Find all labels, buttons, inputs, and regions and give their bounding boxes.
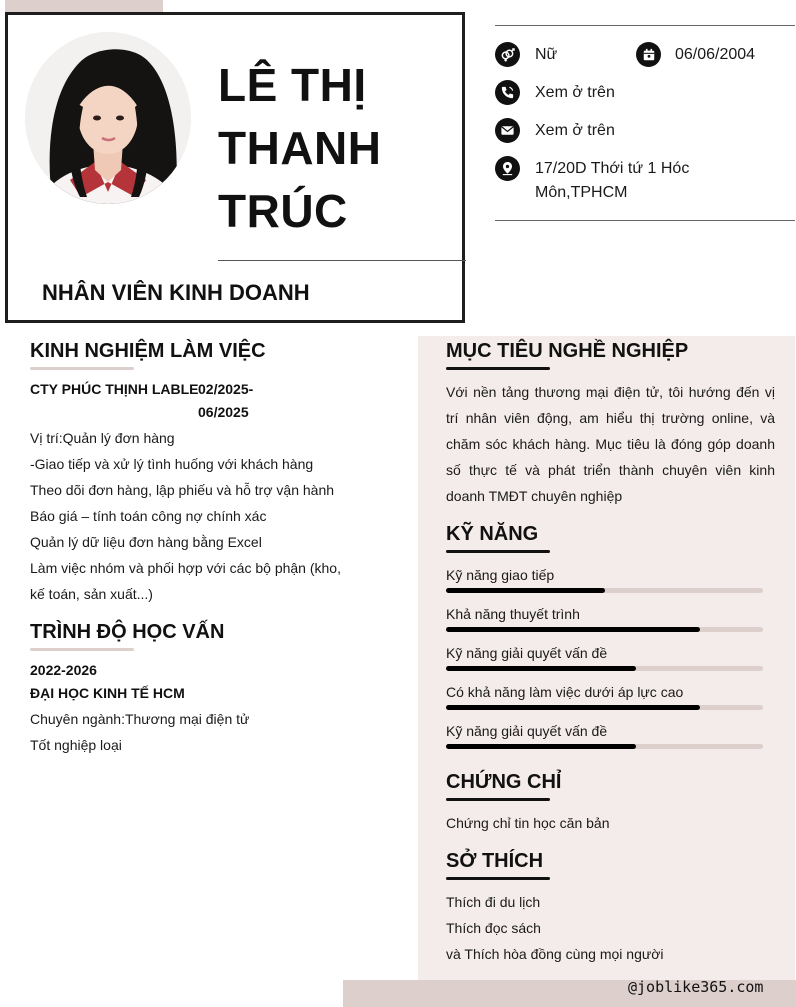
education-school: ĐẠI HỌC KINH TẾ HCM (30, 685, 185, 701)
footer-watermark: @joblike365.com (628, 978, 764, 996)
skill-bar-fill (446, 705, 700, 710)
hobby-item: và Thích hòa đồng cùng mọi người (446, 946, 664, 962)
experience-period-start: 02/2025- (198, 381, 254, 397)
skill-label: Khả năng thuyết trình (446, 606, 580, 622)
experience-heading: KINH NGHIỆM LÀM VIỆC (30, 340, 266, 362)
experience-line: Theo dõi đơn hàng, lập phiếu và hỗ trợ vận hành (30, 482, 335, 498)
skill-bar-fill (446, 666, 636, 671)
phone-icon (495, 80, 520, 105)
experience-line: Làm việc nhóm và phối hợp với các bộ phận (kho, (30, 560, 341, 576)
email-icon (495, 118, 520, 143)
experience-company: CTY PHÚC THỊNH LABLE (30, 381, 199, 397)
skill-label: Kỹ năng giải quyết vấn đề (446, 723, 608, 739)
experience-line: kế toán, sản xuất...) (30, 586, 153, 602)
skill-bar (446, 705, 763, 710)
skill-bar-fill (446, 627, 700, 632)
skill-label: Kỹ năng giao tiếp (446, 567, 555, 583)
experience-line: Vị trí:Quản lý đơn hàng (30, 430, 175, 446)
calendar-icon (636, 42, 661, 67)
education-heading: TRÌNH ĐỘ HỌC VẤN (30, 621, 225, 643)
skill-label: Có khả năng làm việc dưới áp lực cao (446, 684, 684, 700)
objective-heading-underline (446, 367, 550, 370)
experience-line: Báo giá – tính toán công nợ chính xác (30, 508, 267, 524)
experience-heading-underline (30, 367, 134, 370)
full-name (218, 54, 381, 243)
skills-heading-underline (446, 550, 550, 553)
hobby-item: Thích đọc sách (446, 920, 541, 936)
address-line-1: 17/20D Thới tứ 1 Hóc (535, 160, 690, 177)
certificates-heading: CHỨNG CHỈ (446, 771, 562, 793)
location-icon (495, 156, 520, 181)
education-years: 2022-2026 (30, 662, 97, 678)
job-title: NHÂN VIÊN KINH DOANH (42, 280, 310, 305)
hobbies-heading: SỞ THÍCH (446, 850, 544, 872)
profile-photo (25, 32, 191, 204)
skill-bar (446, 666, 763, 671)
education-grade: Tốt nghiệp loại (30, 737, 122, 753)
email-value: Xem ở trên (535, 122, 615, 139)
hobbies-heading-underline (446, 877, 550, 880)
gender-icon (495, 42, 520, 67)
birthday-value: 06/06/2004 (675, 46, 756, 63)
skill-bar (446, 744, 763, 749)
name-line-3: TRÚC (218, 185, 348, 237)
skill-bar-fill (446, 744, 636, 749)
experience-line: -Giao tiếp và xử lý tình huống với khách hàng (30, 456, 314, 472)
experience-line: Quản lý dữ liệu đơn hàng bằng Excel (30, 534, 262, 550)
name-divider (218, 260, 466, 261)
experience-period-end: 06/2025 (198, 404, 249, 420)
skill-bar (446, 627, 763, 632)
phone-value: Xem ở trên (535, 84, 615, 101)
education-major: Chuyên ngành:Thương mại điện tử (30, 711, 250, 727)
skill-bar-fill (446, 588, 605, 593)
skills-heading: KỸ NĂNG (446, 523, 539, 545)
certificates-heading-underline (446, 798, 550, 801)
skill-label: Kỹ năng giải quyết vấn đề (446, 645, 608, 661)
contact-bottom-divider (495, 220, 795, 221)
certificate-item: Chứng chỉ tin học căn bản (446, 815, 610, 831)
skill-bar (446, 588, 763, 593)
objective-text: Với nền tảng thương mại điện tử, tôi hướng đến vị trí nhân viên động, am hiểu thị trường online, và chăm sóc khách hàng. Mục tiêu là đóng góp doanh số thực tế và phát triển thành chuyên viên kinh doanh TMĐT chuyên nghiệp (446, 384, 775, 504)
address-line-2: Môn,TPHCM (535, 184, 628, 201)
name-line-1: LÊ THỊ (218, 59, 367, 111)
hobby-item: Thích đi du lịch (446, 894, 541, 910)
education-heading-underline (30, 648, 134, 651)
objective-heading: MỤC TIÊU NGHỀ NGHIỆP (446, 340, 689, 362)
contact-top-divider (495, 25, 795, 26)
name-line-2: THANH (218, 122, 382, 174)
gender-value: Nữ (535, 46, 558, 63)
